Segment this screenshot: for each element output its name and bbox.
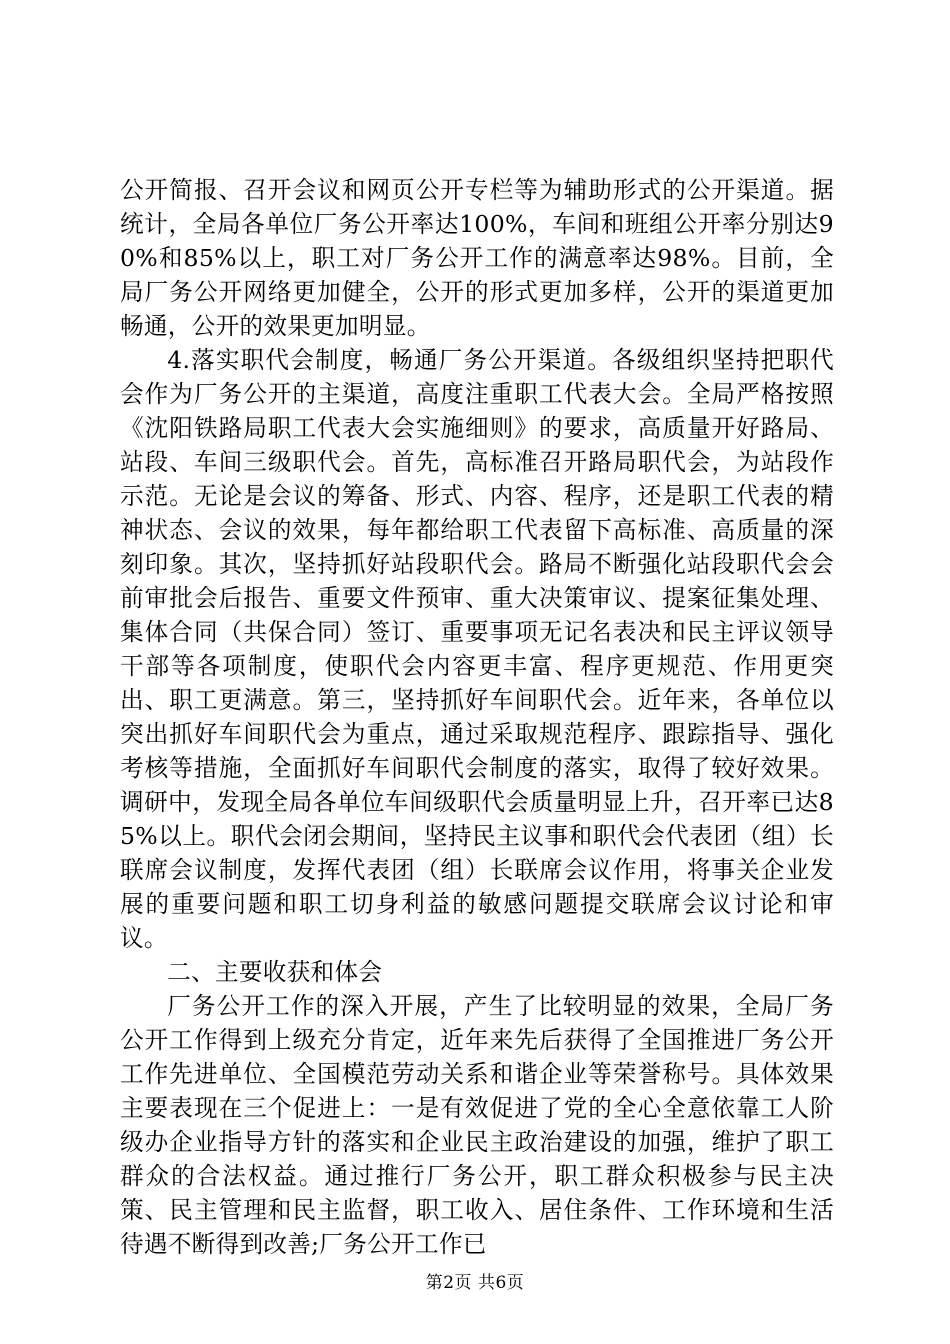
section-heading: 二、主要收获和体会	[167, 958, 383, 986]
page-number-footer: 第2页 共6页	[425, 1273, 525, 1293]
paragraph: 厂务公开工作的深入开展，产生了比较明显的效果，全局厂务公开工作得到上级充分肯定，近年来先后获得了全国推进厂务公开工作先进单位、全国模范劳动关系和谐企业等荣誉称号。具体效果主要表现在三个促进上：一是有效促进了党的全心全意依靠工人阶级办企业指导方针的落实和企业民主政治建设的加强，维护了职工群众的合法权益。通过推行厂务公开，职工群众积极参与民主决策、民主管理和民主监督，职工收入、居住条件、工作环境和生活待遇不断得到改善;厂务公开工作已	[120, 992, 834, 1258]
paragraph: 公开简报、召开会议和网页公开专栏等为辅助形式的公开渠道。据统计，全局各单位厂务公开率达100%，车间和班组公开率分别达90%和85%以上，职工对厂务公开工作的满意率达98%。目前，全局厂务公开网络更加健全，公开的形式更加多样，公开的渠道更加畅通，公开的效果更加明显。	[120, 176, 834, 340]
document-body	[120, 173, 834, 1261]
paragraph: 4.落实职代会制度，畅通厂务公开渠道。各级组织坚持把职代会作为厂务公开的主渠道，高度注重职工代表大会。全局严格按照《沈阳铁路局职工代表大会实施细则》的要求，高质量开好路局、站段、车间三级职代会。首先，高标准召开路局职代会，为站段作示范。无论是会议的筹备、形式、内容、程序，还是职工代表的精神状态、会议的效果，每年都给职工代表留下高标准、高质量的深刻印象。其次，坚持抓好站段职代会。路局不断强化站段职代会会前审批会后报告、重要文件预审、重大决策审议、提案征集处理、集体合同（共保合同）签订、重要事项无记名表决和民主评议领导干部等各项制度，使职代会内容更丰富、程序更规范、作用更突出、职工更满意。第三，坚持抓好车间职代会。近年来，各单位以突出抓好车间职代会为重点，通过采取规范程序、跟踪指导、强化考核等措施，全面抓好车间职代会制度的落实，取得了较好效果。调研中，发现全局各单位车间级职代会质量明显上升，召开率已达85%以上。职代会闭会期间，坚持民主议事和职代会代表团（组）长联席会议制度，发挥代表团（组）长联席会议作用，将事关企业发展的重要问题和职工切身利益的敏感问题提交联席会议讨论和审议。	[120, 346, 834, 952]
